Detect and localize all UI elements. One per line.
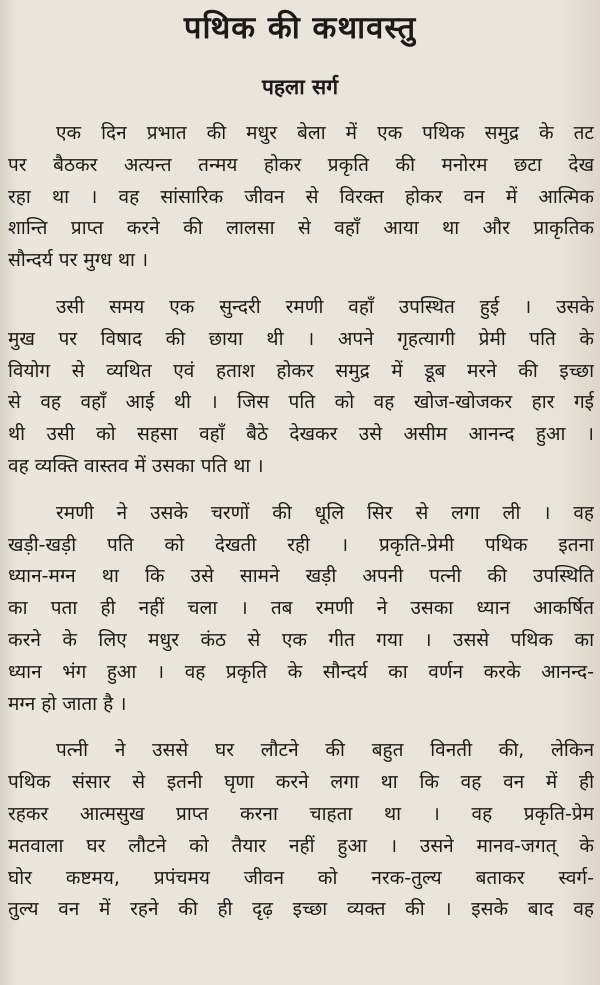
text-line: उसी समय एक सुन्दरी रमणी वहाँ उपस्थित हुई । उसके bbox=[56, 295, 594, 318]
text-line: ध्यान भंग हुआ । वह प्रकृति के सौन्दर्य का वर्णन करके आनन्द- bbox=[8, 660, 594, 683]
page-title: पथिक की कथावस्तु bbox=[183, 10, 417, 46]
text-line: पत्नी ने उससे घर लौटने की बहुत विनती की, लेकिन bbox=[56, 739, 594, 762]
text-line: रहकर आत्मसुख प्राप्त करना चाहता था । वह प्रकृति-प्रेम bbox=[8, 802, 594, 825]
text-line: का पता ही नहीं चला । तब रमणी ने उसका ध्यान आकर्षित bbox=[8, 597, 594, 620]
body-text bbox=[8, 118, 594, 926]
paragraph-gap bbox=[8, 483, 594, 498]
text-line: पथिक संसार से इतनी घृणा करने लगा था कि वह वन में ही bbox=[8, 771, 594, 794]
paragraph-gap bbox=[8, 720, 594, 735]
text-line: वह व्यक्ति वास्तव में उसका पति था । bbox=[8, 454, 264, 477]
section-heading: पहला सर्ग bbox=[261, 75, 339, 99]
text-line: वियोग से व्यथित एवं हताश होकर समुद्र में डूब मरने की इच्छा bbox=[8, 359, 594, 382]
text-line: रमणी ने उसके चरणों की धूलि सिर से लगा ली । वह bbox=[56, 501, 594, 524]
text-line: मतवाला घर लौटने को तैयार नहीं हुआ । उसने मानव-जगत् के bbox=[8, 834, 594, 857]
text-line: तुल्य वन में रहने की ही दृढ़ इच्छा व्यक्त की । इसके बाद वह bbox=[8, 898, 594, 921]
paragraph-gap bbox=[8, 277, 594, 292]
text-line: घोर कष्टमय, प्रपंचमय जीवन को नरक-तुल्य बताकर स्वर्ग- bbox=[8, 866, 594, 889]
text-line: शान्ति प्राप्त करने की लालसा से वहाँ आया था और प्राकृतिक bbox=[8, 217, 594, 240]
text-line: मग्न हो जाता है । bbox=[8, 692, 127, 715]
text-line: रहा था । वह सांसारिक जीवन से विरक्त होकर वन में आत्मिक bbox=[8, 185, 594, 208]
text-line: खड़ी-खड़ी पति को देखती रही । प्रकृति-प्रेमी पथिक इतना bbox=[8, 533, 594, 556]
text-line: से वह वहाँ आई थी । जिस पति को वह खोज-खोजकर हार गई bbox=[8, 391, 594, 414]
text-line: थी उसी को सहसा वहाँ बैठे देखकर उसे असीम आनन्द हुआ । bbox=[8, 423, 594, 446]
text-line: पर बैठकर अत्यन्त तन्मय होकर प्रकृति की मनोरम छटा देख bbox=[8, 153, 594, 176]
text-line: मुख पर विषाद की छाया थी । अपने गृहत्यागी प्रेमी पति के bbox=[8, 327, 594, 350]
text-line: ध्यान-मग्न था कि उसे सामने खड़ी अपनी पत्नी की उपस्थिति bbox=[8, 565, 594, 588]
text-line: एक दिन प्रभात की मधुर बेला में एक पथिक समुद्र के तट bbox=[56, 122, 594, 144]
text-line: सौन्दर्य पर मुग्ध था । bbox=[8, 249, 149, 272]
text-line: करने के लिए मधुर कंठ से एक गीत गया । उससे पथिक का bbox=[8, 628, 594, 651]
